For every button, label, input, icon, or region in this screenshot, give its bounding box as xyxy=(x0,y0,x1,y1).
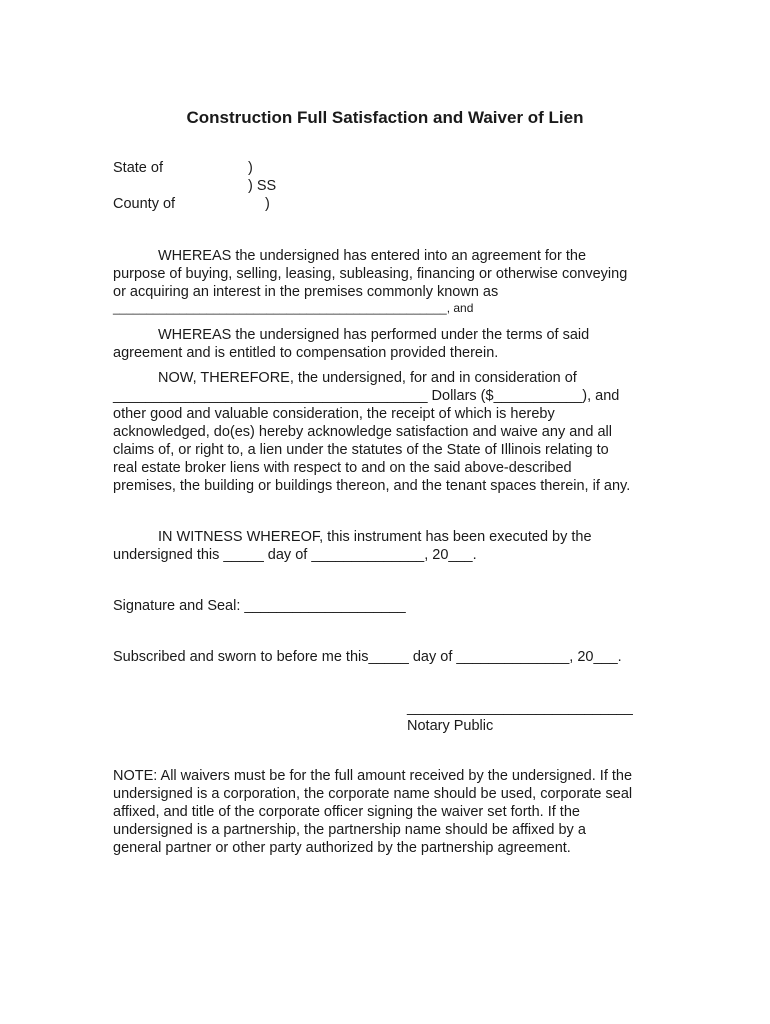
venue-paren-ss: ) SS xyxy=(248,178,277,194)
state-label: State of xyxy=(113,160,163,176)
document-title: Construction Full Satisfaction and Waiver of Lien xyxy=(186,108,584,127)
para3-line1: NOW, THEREFORE, the undersigned, for and in consideration of xyxy=(158,370,577,386)
note-line5: general partner or other party authorized by the partnership agreement. xyxy=(113,840,571,856)
para3-line3: other good and valuable consideration, the receipt of which is hereby xyxy=(113,406,555,422)
witness-line1: IN WITNESS WHEREOF, this instrument has been executed by the xyxy=(158,529,592,545)
note-line4: undersigned is a partnership, the partnership name should be affixed by a xyxy=(113,822,586,838)
county-label: County of xyxy=(113,196,176,212)
note-line2: undersigned is a corporation, the corporate name should be used, corporate seal xyxy=(113,786,633,802)
notary-public-label: Notary Public xyxy=(407,718,494,734)
witness-line2: undersigned this _____ day of ______________, 20___. xyxy=(113,547,477,563)
para2-line1: WHEREAS the undersigned has performed under the terms of said xyxy=(158,327,590,343)
para1-line2: purpose of buying, selling, leasing, subleasing, financing or otherwise conveying xyxy=(113,266,628,282)
subscribed-sworn-line: Subscribed and sworn to before me this_____ day of ______________, 20___. xyxy=(113,649,622,665)
para1-line3: or acquiring an interest in the premises commonly known as xyxy=(113,284,499,300)
para3-line4: acknowledged, do(es) hereby acknowledge satisfaction and waive any and all xyxy=(113,424,612,440)
para2-line2: agreement and is entitled to compensation provided therein. xyxy=(113,345,499,361)
signature-and-seal-line: Signature and Seal: ____________________ xyxy=(113,598,406,614)
para3-line7: premises, the building or buildings thereon, and the tenant spaces therein, if any. xyxy=(113,478,631,494)
para3-line6: real estate broker liens with respect to and on the said above-described xyxy=(113,460,572,476)
para1-line1: WHEREAS the undersigned has entered into an agreement for the xyxy=(158,248,587,264)
note-line3: affixed, and title of the corporate officer signing the waiver set forth. If the xyxy=(113,804,580,820)
note-line1: NOTE: All waivers must be for the full amount received by the undersigned. If the xyxy=(113,768,633,784)
premises-address-tail: , and xyxy=(446,301,474,315)
para3-line2: _______________________________________ Dollars ($___________), and xyxy=(113,388,620,404)
premises-address-line xyxy=(113,299,473,317)
venue-paren-1: ) xyxy=(248,160,253,176)
para3-line5: claims of, or right to, a lien under the statutes of the State of Illinois relating to xyxy=(113,442,609,458)
premises-address-blank: __________________________________________________ xyxy=(113,301,447,315)
notary-signature-blank: ____________________________ xyxy=(407,700,633,716)
venue-paren-3: ) xyxy=(265,196,270,212)
